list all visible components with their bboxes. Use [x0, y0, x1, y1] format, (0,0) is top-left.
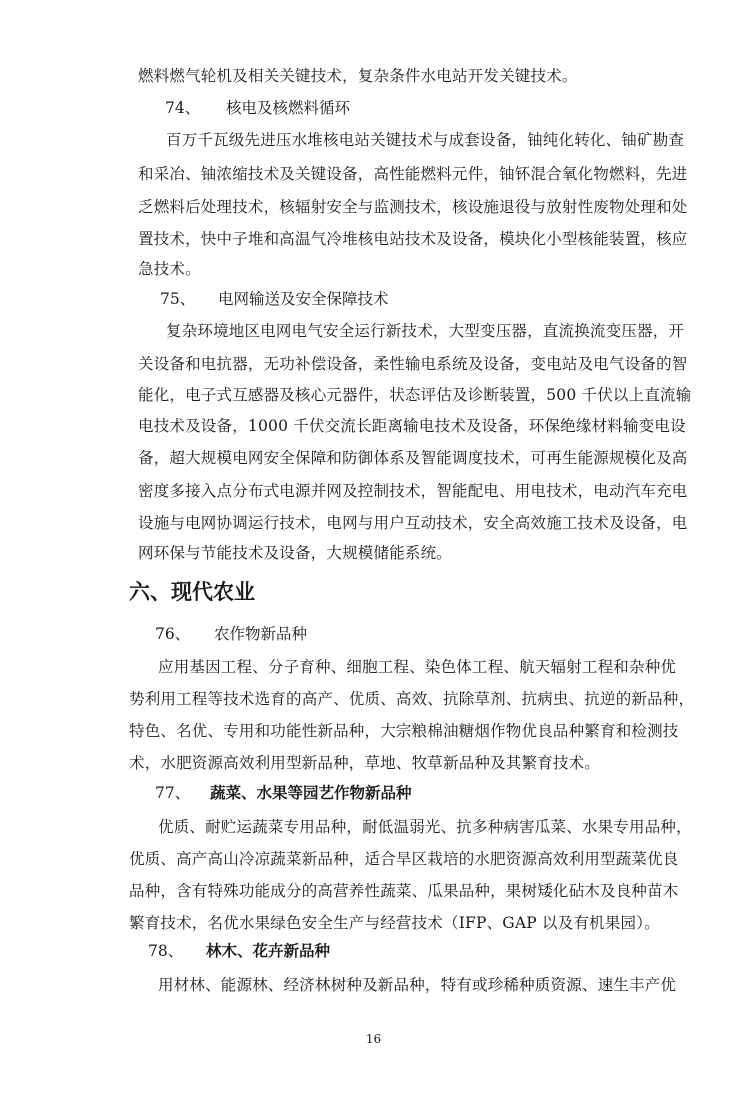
item-title: 电网输送及安全保障技术: [218, 290, 389, 308]
paragraph-line: 品种，含有特殊功能成分的高营养性蔬菜、瓜果品种，果树矮化砧木及良种苗木: [129, 882, 679, 900]
paragraph-line: 百万千瓦级先进压水堆核电站关键技术与成套设备，铀纯化转化、铀矿勘查: [166, 131, 685, 149]
paragraph-line: 燃料燃气轮机及相关关键技术，复杂条件水电站开发关键技术。: [138, 67, 578, 85]
paragraph-line: 备，超大规模电网安全保障和防御体系及智能调度技术，可再生能源规模化及高: [138, 449, 688, 467]
item-number: 77、: [155, 784, 191, 802]
item-title: 蔬菜、水果等园艺作物新品种: [210, 783, 412, 802]
item-number: 74、: [165, 99, 201, 117]
item-number: 78、: [148, 942, 184, 960]
paragraph-line: 复杂环境地区电网电气安全运行新技术，大型变压器，直流换流变压器，开: [166, 322, 685, 340]
paragraph-line: 急技术。: [138, 260, 201, 278]
paragraph-line: 密度多接入点分布式电源并网及控制技术，智能配电、用电技术，电动汽车充电: [138, 482, 688, 500]
paragraph-line: 置技术，快中子堆和高温气冷堆核电站技术及设备，模块化小型核能装置，核应: [138, 230, 688, 248]
page-number: 16: [365, 1032, 382, 1046]
paragraph-line: 术，水肥资源高效利用型新品种，草地、牧草新品种及其繁育技术。: [129, 754, 601, 772]
paragraph-line: 设施与电网协调运行技术，电网与用户互动技术，安全高效施工技术及设备，电: [138, 514, 688, 532]
paragraph-line: 应用基因工程、分子育种、细胞工程、染色体工程、航天辐射工程和杂种优: [158, 658, 677, 676]
paragraph-line: 优质、耐贮运蔬菜专用品种，耐低温弱光、抗多种病害瓜菜、水果专用品种，: [158, 818, 692, 836]
paragraph-line: 优质、高产高山冷凉蔬菜新品种，适合旱区栽培的水肥资源高效利用型蔬菜优良: [129, 850, 679, 868]
paragraph-line: 乏燃料后处理技术，核辐射安全与监测技术，核设施退役与放射性废物处理和处: [138, 198, 688, 216]
item-title: 林木、花卉新品种: [206, 941, 331, 960]
item-title: 核电及核燃料循环: [226, 99, 351, 117]
paragraph-line: 用材林、能源林、经济林树种及新品种，特有或珍稀种质资源、速生丰产优: [158, 976, 677, 994]
paragraph-line: 关设备和电抗器，无功补偿设备，柔性输电系统及设备，变电站及电气设备的智: [138, 355, 688, 373]
paragraph-line: 电技术及设备，1000 千伏交流长距离输电技术及设备，环保绝缘材料输变电设: [138, 417, 686, 435]
section-heading: 六、现代农业: [129, 580, 255, 604]
paragraph-line: 特色、名优、专用和功能性新品种，大宗粮棉油糖烟作物优良品种繁育和检测技: [129, 722, 679, 740]
paragraph-line: 势利用工程等技术选育的高产、优质、高效、抗除草剂、抗病虫、抗逆的新品种，: [129, 690, 695, 708]
paragraph-line: 和采冶、铀浓缩技术及关键设备，高性能燃料元件，铀钚混合氧化物燃料，先进: [138, 165, 688, 183]
paragraph-line: 网环保与节能技术及设备，大规模储能系统。: [138, 544, 453, 562]
item-number: 76、: [155, 625, 191, 643]
paragraph-line: 能化，电子式互感器及核心元器件，状态评估及诊断装置，500 千伏以上直流输: [138, 386, 692, 404]
paragraph-line: 繁育技术，名优水果绿色安全生产与经营技术（IFP、GAP 以及有机果园）。: [129, 914, 660, 932]
item-title: 农作物新品种: [214, 625, 308, 643]
item-number: 75、: [160, 290, 196, 308]
